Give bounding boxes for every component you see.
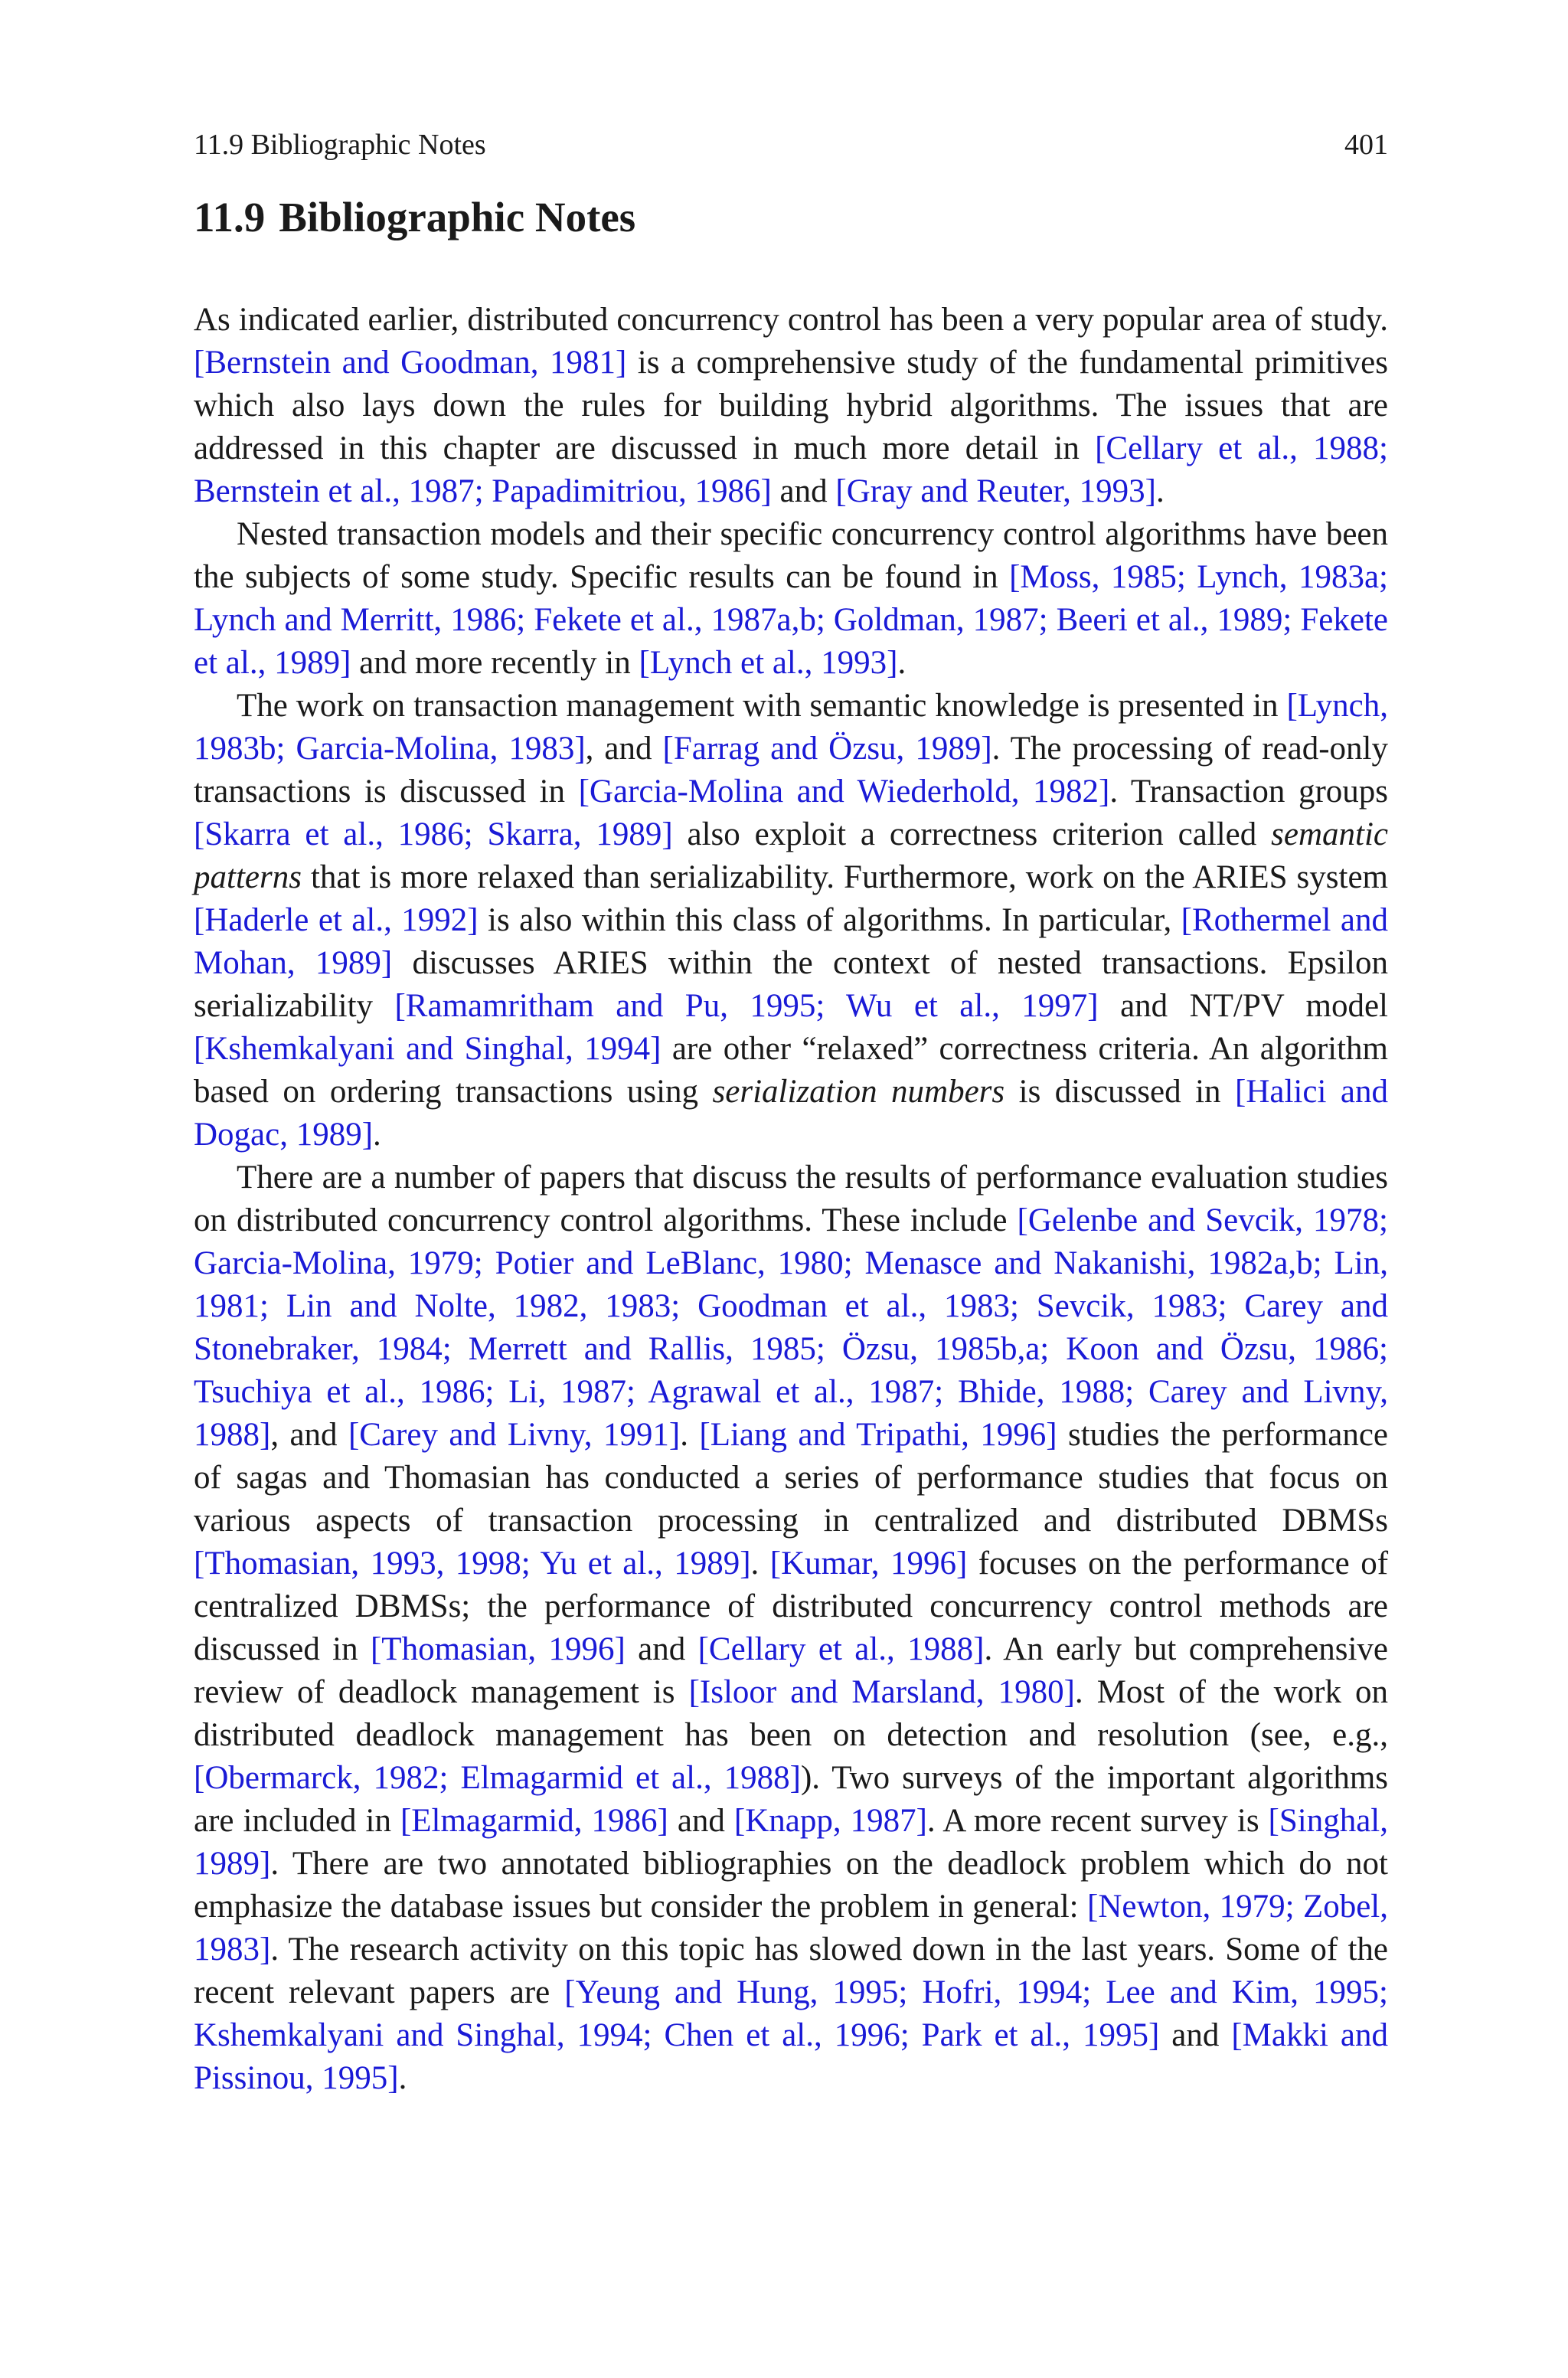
italic-term: serialization numbers	[712, 1074, 1005, 1110]
citation-link[interactable]: [Lynch, 1983b; Garcia-Molina, 1983]	[194, 688, 1388, 767]
text-run: .	[897, 645, 906, 681]
text-run: ). Two surveys of the important algorithms are included in	[194, 1760, 1388, 1839]
text-run: studies the performance of sagas and Thomasian has conducted a series of performance studies that focus on various aspects of transaction processing in centralized and distributed DBMSs	[194, 1417, 1388, 1539]
citation-link[interactable]: [Garcia-Molina and Wiederhold, 1982]	[578, 774, 1110, 810]
section-number: 11.9	[194, 194, 266, 240]
citation-link[interactable]: [Yeung and Hung, 1995; Hofri, 1994; Lee and Kim, 1995; Kshemkalyani and Singhal, 1994; Chen et al., 1996; Park et al., 1995]	[194, 1974, 1388, 2053]
text-run: that is more relaxed than serializability. Furthermore, work on the ARIES system	[301, 859, 1388, 895]
citation-link[interactable]: [Obermarck, 1982; Elmagarmid et al., 1988]	[194, 1760, 801, 1796]
text-run: . The processing of read-only transactions is discussed in	[194, 731, 1388, 810]
citation-link[interactable]: [Thomasian, 1993, 1998; Yu et al., 1989]	[194, 1546, 751, 1582]
citation-link[interactable]: [Liang and Tripathi, 1996]	[699, 1417, 1057, 1453]
text-run: . Transaction groups	[1109, 774, 1388, 810]
text-run: and	[625, 1631, 698, 1667]
citation-link[interactable]: [Kshemkalyani and Singhal, 1994]	[194, 1031, 662, 1067]
citation-link[interactable]: [Makki and Pissinou, 1995]	[194, 2017, 1388, 2096]
citation-link[interactable]: [Gelenbe and Sevcik, 1978; Garcia-Molina, 1979; Potier and LeBlanc, 1980; Menasce and Nakanishi, 1982a,b; Lin, 1981; Lin and Nolte, 1982, 1983; Goodman et al., 1983; Sevcik, 1983; Carey and Stonebraker, 1984; Merrett and Rallis, 1985; Özsu, 1985b,a; Koon and Özsu, 1986; Tsuchiya et al., 1986; Li, 1987; Agrawal et al., 1987; Bhide, 1988; Carey and Livny, 1988]	[194, 1202, 1389, 1453]
citation-link[interactable]: [Rothermel and Mohan, 1989]	[194, 902, 1388, 981]
text-run: and	[668, 1803, 734, 1839]
citation-link[interactable]: [Bernstein and Goodman, 1981]	[194, 345, 627, 381]
text-run: . Most of the work on distributed deadlock management has been on detection and resolution (see, e.g.,	[194, 1674, 1388, 1753]
text-run: The work on transaction management with semantic knowledge is presented in	[237, 688, 1287, 724]
citation-link[interactable]: [Elmagarmid, 1986]	[400, 1803, 668, 1839]
paragraph-4	[194, 1156, 1388, 2100]
text-run: .	[1155, 473, 1165, 509]
citation-link[interactable]: [Halici and Dogac, 1989]	[194, 1074, 1388, 1153]
italic-term: semantic patterns	[194, 816, 1388, 895]
text-run: .	[373, 1117, 381, 1153]
citation-link[interactable]: [Carey and Livny, 1991]	[348, 1417, 681, 1453]
text-run: is discussed in	[1004, 1074, 1236, 1110]
page-number: 401	[1344, 129, 1388, 161]
text-run: and	[771, 473, 836, 509]
text-run: and NT/PV model	[1098, 988, 1388, 1024]
citation-link[interactable]: [Cellary et al., 1988]	[697, 1631, 985, 1667]
citation-link[interactable]: [Moss, 1985; Lynch, 1983a; Lynch and Merritt, 1986; Fekete et al., 1987a,b; Goldman, 1987; Beeri et al., 1989; Fekete et al., 1989]	[194, 559, 1388, 681]
text-run: , and	[585, 731, 663, 767]
text-run: also exploit a correctness criterion called	[672, 816, 1272, 852]
text-run: . A more recent survey is	[926, 1803, 1269, 1839]
citation-link[interactable]: [Skarra et al., 1986; Skarra, 1989]	[194, 816, 673, 852]
citation-link[interactable]: [Isloor and Marsland, 1980]	[688, 1674, 1075, 1710]
text-run: There are a number of papers that discuss the results of performance evaluation studies on distributed concurrency control algorithms. These include	[194, 1160, 1388, 1238]
text-run: .	[750, 1546, 770, 1582]
text-run: , and	[270, 1417, 348, 1453]
text-run: are other “relaxed” correctness criteria. An algorithm based on ordering transactions using	[194, 1031, 1388, 1110]
text-run: . There are two annotated bibliographies on the deadlock problem which do not emphasize the database issues but consider the problem in general:	[194, 1846, 1388, 1925]
section-heading	[194, 191, 635, 244]
text-run: .	[398, 2060, 407, 2096]
text-run: discusses ARIES within the context of nested transactions. Epsilon serializability	[194, 945, 1389, 1024]
paragraph-2	[194, 513, 1388, 685]
running-head-title: 11.9 Bibliographic Notes	[194, 129, 486, 161]
text-run: As indicated earlier, distributed concurrency control has been a very popular area of study.	[194, 302, 1388, 338]
citation-link[interactable]: [Lynch et al., 1993]	[639, 645, 898, 681]
citation-link[interactable]: [Newton, 1979; Zobel, 1983]	[194, 1889, 1388, 1967]
paragraph-3	[194, 685, 1388, 1156]
citation-link[interactable]: [Knapp, 1987]	[733, 1803, 927, 1839]
citation-link[interactable]: [Gray and Reuter, 1993]	[835, 473, 1156, 509]
text-run: .	[680, 1417, 700, 1453]
citation-link[interactable]: [Cellary et al., 1988; Bernstein et al., 1987; Papadimitriou, 1986]	[194, 430, 1388, 509]
citation-link[interactable]: [Farrag and Özsu, 1989]	[662, 731, 992, 767]
text-run: . An early but comprehensive review of deadlock management is	[194, 1631, 1388, 1710]
text-run: focuses on the performance of centralized DBMSs; the performance of distributed concurrency control methods are discussed in	[194, 1546, 1389, 1667]
citation-link[interactable]: [Ramamritham and Pu, 1995; Wu et al., 1997]	[394, 988, 1099, 1024]
text-run: Nested transaction models and their specific concurrency control algorithms have been the subjects of some study. Specific results can be found in	[194, 516, 1388, 595]
text-run: . The research activity on this topic has slowed down in the last years. Some of the recent relevant papers are	[194, 1932, 1388, 2010]
section-title: Bibliographic Notes	[279, 194, 636, 240]
paragraph-1	[194, 299, 1388, 513]
text-run: and	[1159, 2017, 1232, 2053]
citation-link[interactable]: [Thomasian, 1996]	[370, 1631, 626, 1667]
citation-link[interactable]: [Haderle et al., 1992]	[194, 902, 479, 938]
body-text	[194, 299, 1388, 2100]
text-run: and more recently in	[351, 645, 639, 681]
text-run: is also within this class of algorithms. In particular,	[478, 902, 1181, 938]
citation-link[interactable]: [Kumar, 1996]	[769, 1546, 968, 1582]
running-head	[194, 127, 1388, 162]
citation-link[interactable]: [Singhal, 1989]	[194, 1803, 1388, 1882]
text-run: is a comprehensive study of the fundamental primitives which also lays down the rules for building hybrid algorithms. The issues that are addressed in this chapter are discussed in much more detail in	[194, 345, 1388, 466]
